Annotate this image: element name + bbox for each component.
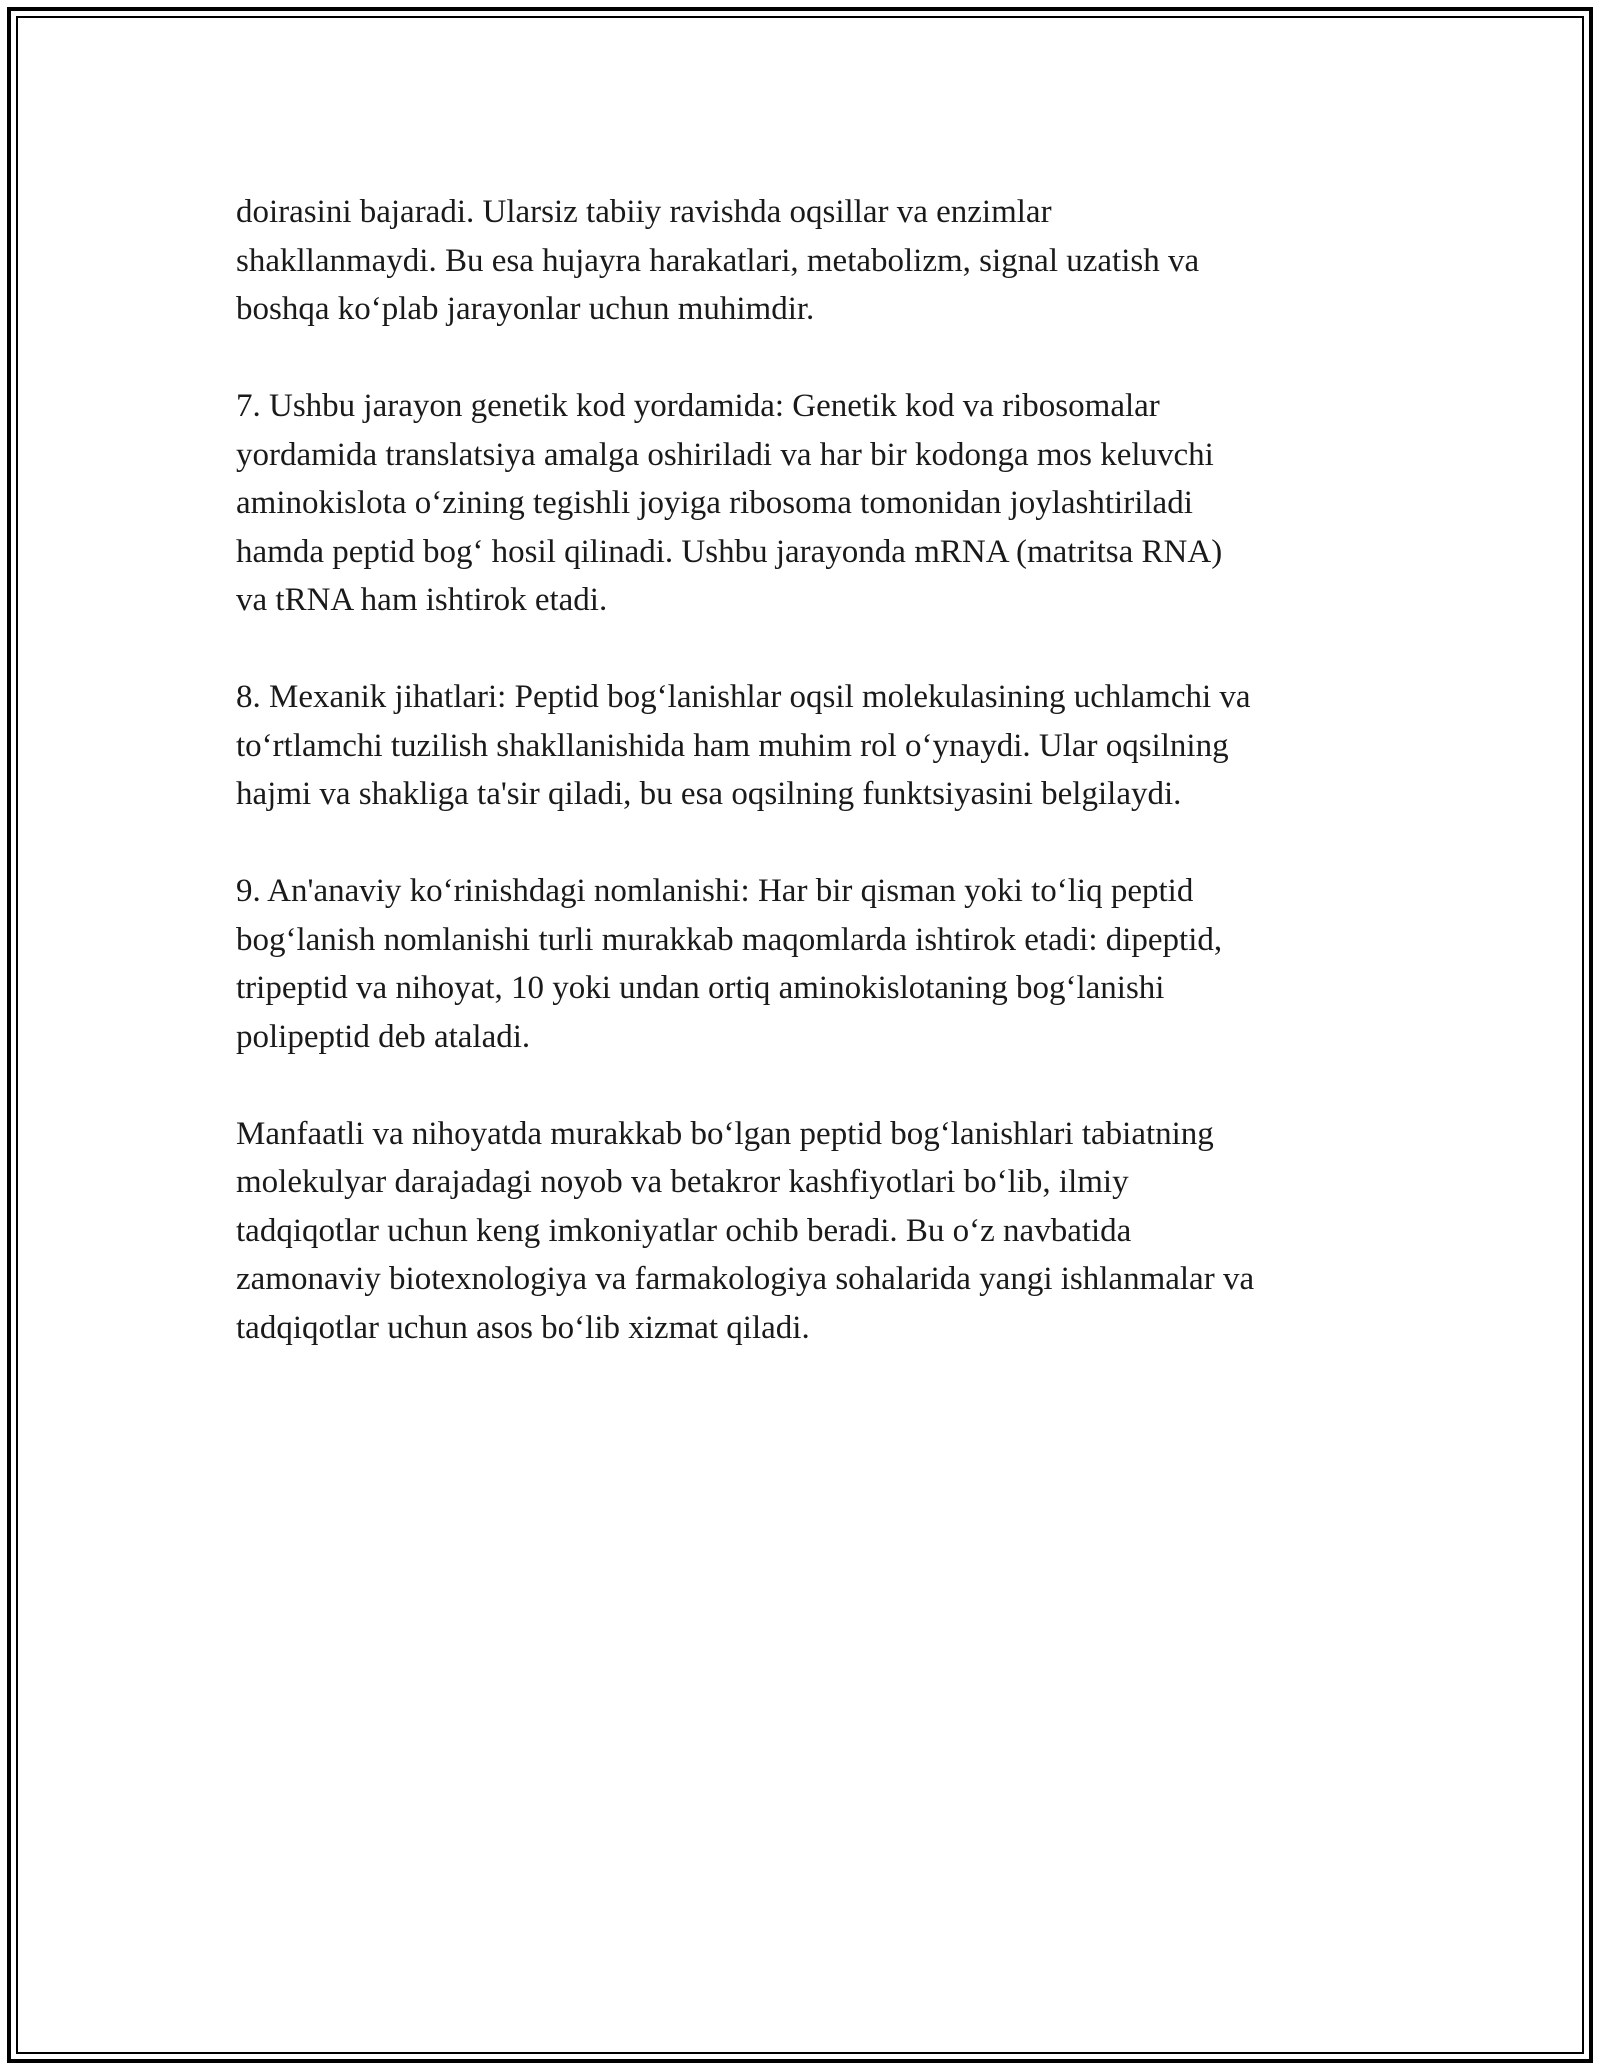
text-line: doirasini bajaradi. Ularsiz tabiiy ravishda oqsillar va enzimlar	[236, 194, 1052, 230]
text-line: aminokislota o‘zining tegishli joyiga ribosoma tomonidan joylashtiriladi	[236, 485, 1193, 521]
text-line: tripeptid va nihoyat, 10 yoki undan ortiq aminokislotaning bog‘lanishi	[236, 970, 1165, 1006]
document-body	[236, 188, 1386, 1401]
text-line: va tRNA ham ishtirok etadi.	[236, 582, 608, 618]
text-line: hamda peptid bog‘ hosil qilinadi. Ushbu jarayonda mRNA (matritsa RNA)	[236, 533, 1223, 570]
text-line: to‘rtlamchi tuzilish shakllanishida ham muhim rol o‘ynaydi. Ular oqsilning	[236, 727, 1229, 764]
paragraph-conclusion	[236, 1110, 1386, 1353]
text-line: molekulyar darajadagi noyob va betakror kashfiyotlari bo‘lib, ilmiy	[236, 1164, 1129, 1200]
text-line: yordamida translatsiya amalga oshiriladi va har bir kodonga mos keluvchi	[236, 436, 1214, 473]
text-line: polipeptid deb ataladi.	[236, 1018, 531, 1055]
text-line: 9. An'anaviy ko‘rinishdagi nomlanishi: Har bir qisman yoki to‘liq peptid	[236, 873, 1194, 909]
paragraph-item-9	[236, 867, 1386, 1061]
text-line: 8. Mexanik jihatlari: Peptid bog‘lanishlar oqsil molekulasining uchlamchi va	[236, 679, 1251, 715]
paragraph-item-7	[236, 382, 1386, 625]
text-line: zamonaviy biotexnologiya va farmakologiya sohalarida yangi ishlanmalar va	[236, 1261, 1255, 1297]
text-line: tadqiqotlar uchun keng imkoniyatlar ochib beradi. Bu o‘z navbatida	[236, 1212, 1132, 1249]
text-line: shakllanmaydi. Bu esa hujayra harakatlari, metabolizm, signal uzatish va	[236, 242, 1200, 279]
paragraph-item-8	[236, 673, 1386, 819]
text-line: Manfaatli va nihoyatda murakkab bo‘lgan peptid bog‘lanishlari tabiatning	[236, 1115, 1214, 1152]
text-line: boshqa ko‘plab jarayonlar uchun muhimdir.	[236, 291, 815, 327]
text-line: bog‘lanish nomlanishi turli murakkab maqomlarda ishtirok etadi: dipeptid,	[236, 921, 1223, 958]
text-line: hajmi va shakliga ta'sir qiladi, bu esa oqsilning funktsiyasini belgilaydi.	[236, 776, 1182, 812]
text-line: 7. Ushbu jarayon genetik kod yordamida: Genetik kod va ribosomalar	[236, 388, 1160, 424]
paragraph-continuation	[236, 188, 1386, 334]
text-line: tadqiqotlar uchun asos bo‘lib xizmat qiladi.	[236, 1309, 810, 1346]
